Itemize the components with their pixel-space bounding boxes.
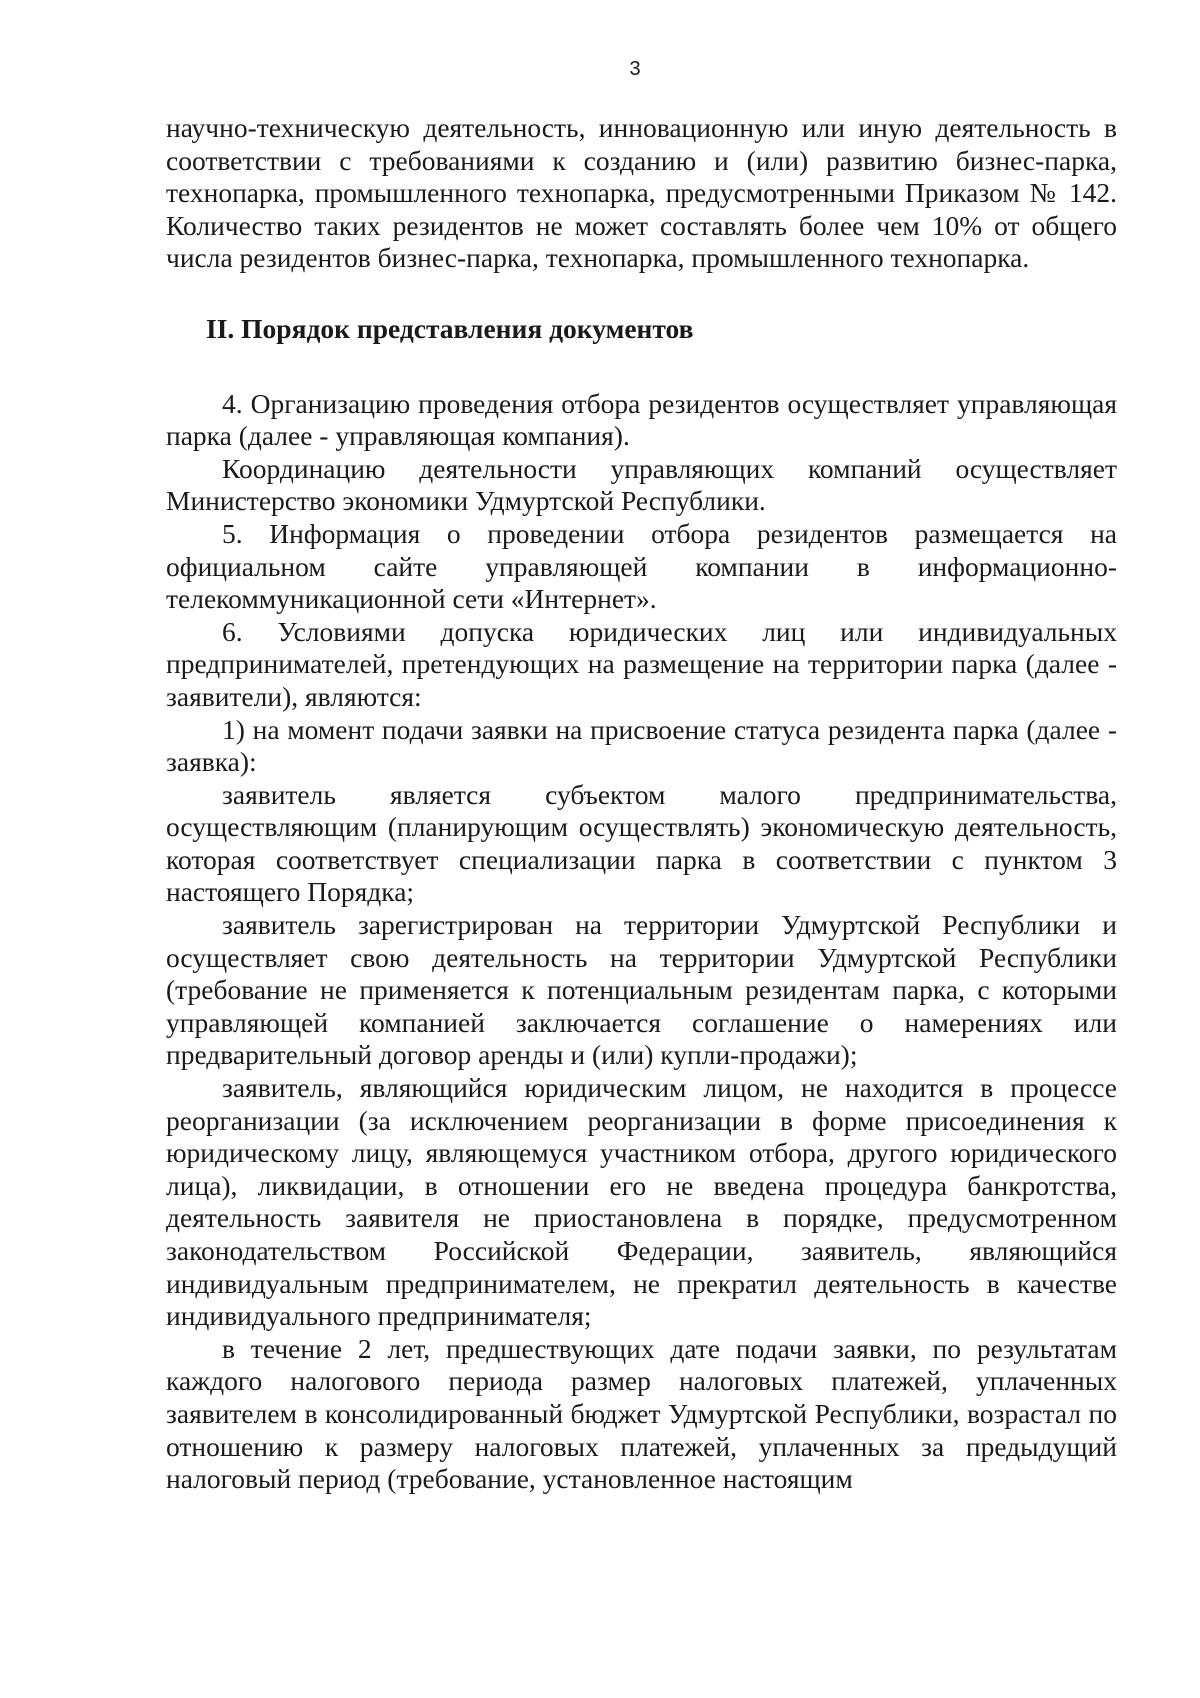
- paragraph-condition-reorganization: заявитель, являющийся юридическим лицом, не находится в процессе реорганизации (за исключением реорганизации в форме присоединения к юридическому лицу, являющемуся участником отбора, другого юридического лица), ликвидации, в отношении его не введена процедура банкротства, деятельность заявителя не приостановлена в порядке, предусмотренном законодательством Российской Федерации, заявитель, являющийся индивидуальным предпринимателем, не прекратил деятельность в качестве индивидуального предпринимателя;: [166, 1072, 1117, 1332]
- paragraph-subitem-1: 1) на момент подачи заявки на присвоение статуса резидента парка (далее - заявка):: [166, 713, 1117, 778]
- paragraph-coordination: Координацию деятельности управляющих компаний осуществляет Министерство экономики Удмуртской Республики.: [166, 452, 1117, 517]
- paragraph-continuation: научно-техническую деятельность, инновационную или иную деятельность в соответствии с требованиями к созданию и (или) развитию бизнес-парка, технопарка, промышленного технопарка, предусмотренными Приказом № 142. Количество таких резидентов не может составлять более чем 10% от общего числа резидентов бизнес-парка, технопарка, промышленного технопарка.: [166, 112, 1117, 274]
- paragraph-item-6: 6. Условиями допуска юридических лиц или индивидуальных предпринимателей, претендующих на размещение на территории парка (далее - заявители), являются:: [166, 615, 1117, 712]
- paragraph-condition-small-business: заявитель является субъектом малого предпринимательства, осуществляющим (планирующим осуществлять) экономическую деятельность, которая соответствует специализации парка в соответствии с пунктом 3 настоящего Порядка;: [166, 778, 1117, 908]
- paragraph-condition-tax-payments: в течение 2 лет, предшествующих дате подачи заявки, по результатам каждого налогового периода размер налоговых платежей, уплаченных заявителем в консолидированный бюджет Удмуртской Республики, возрастал по отношению к размеру налоговых платежей, уплаченных за предыдущий налоговый период (требование, установленное настоящим: [166, 1332, 1117, 1495]
- paragraph-item-4: 4. Организацию проведения отбора резидентов осуществляет управляющая парка (далее - управляющая компания).: [166, 387, 1117, 452]
- section-heading: II. Порядок представления документов: [206, 312, 694, 344]
- paragraph-item-5: 5. Информация о проведении отбора резидентов размещается на официальном сайте управляющей компании в информационно-телекоммуникационной сети «Интернет».: [166, 517, 1117, 615]
- page-number: 3: [629, 58, 641, 80]
- paragraph-condition-registration: заявитель зарегистрирован на территории Удмуртской Республики и осуществляет свою деятельность на территории Удмуртской Республики (требование не применяется к потенциальным резидентам парка, с которыми управляющей компанией заключается соглашение о намерениях или предварительный договор аренды и (или) купли-продажи);: [166, 909, 1117, 1071]
- document-body: [166, 112, 1117, 1496]
